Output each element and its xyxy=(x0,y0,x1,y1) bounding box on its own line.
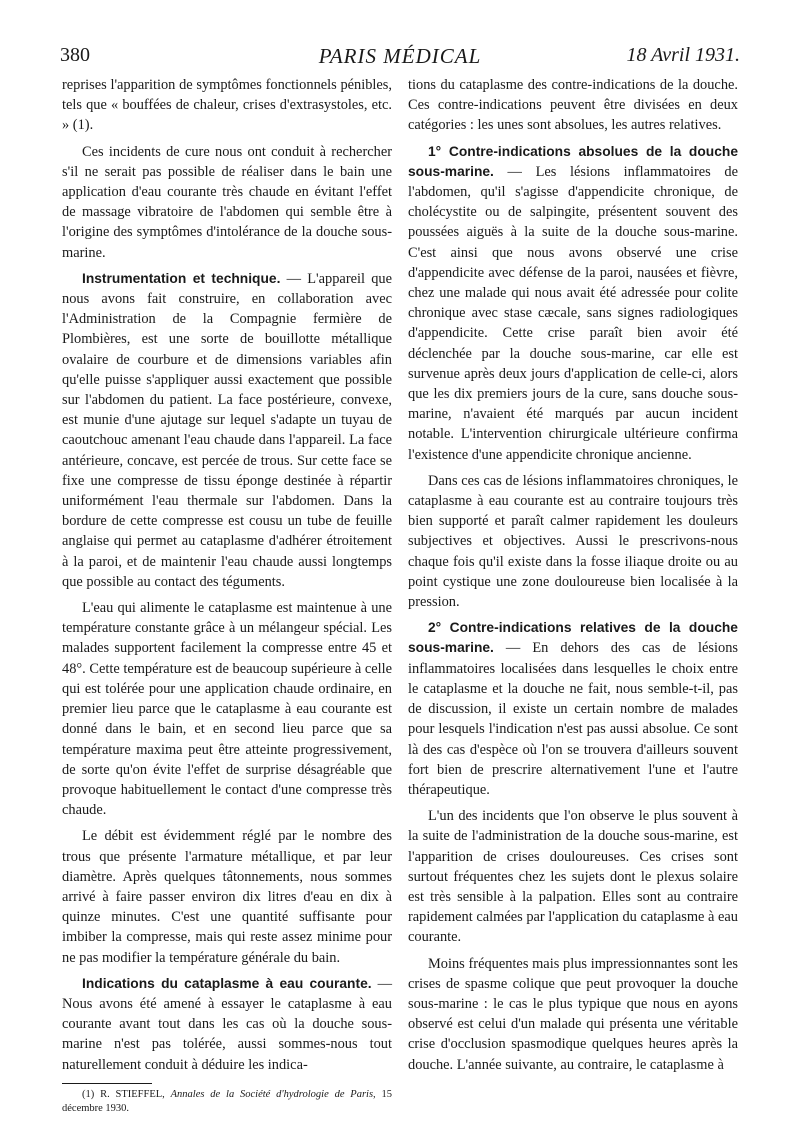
issue-date: 18 Avril 1931. xyxy=(626,44,740,66)
paragraph-relative-contraindications xyxy=(408,618,738,800)
paragraph-text: — En dehors des cas de lésions inflammatoires localisées dans lesquelles le choix entre le cataplasme et la douche ne fait, nous semble-t-il, pas de discussion, il existe un certain nombre de malades pour lesquels l'indication n'est pas aussi absolue. Ce sont là des cas d'espèce où l'on se trouvera d'ailleurs souvent fort bien de prescrire alternativement l'une et l'autre thérapeutique. xyxy=(408,640,738,798)
paragraph-absolute-contraindications xyxy=(408,142,738,465)
paragraph: Moins fréquentes mais plus impressionnantes sont les crises de spasme colique que peut provoquer la douche sous-marine : le cas le plus typique que nous en ayons observé est celui d'un malade qui présenta une véritable crise d'occlusion spasmodique quelques heures après la douche. L'année suivante, au contraire, le cataplasme à xyxy=(408,955,738,1073)
paragraph-text: — Les lésions inflammatoires de l'abdomen, qu'il s'agisse d'appendicite chronique, de cholécystite ou de salpingite, présentent souvent des poussées aiguës à la suite de la douche sous-marine. C'est ainsi que nous avons observé une crise d'appendicite avec défense de la paroi, nausées et fièvre, chez une malade qui nous avait été adressée pour colite chronique avec stase cæcale, sans signes radiologiques d'appendicite. Cette crise paraît bien avoir été déclenchée par la douche sous-marine, car elle est survenue après deux jours d'application de celle-ci, alors que les dix premiers jours de la cure, sans douche sous-marine, n'avaient été marqués par aucun incident notable. L'intervention chirurgicale ultérieure confirma l'existence d'une appendicite chronique ancienne. xyxy=(408,163,738,463)
section-heading: 2° Contre-indications relatives de la douche sous-marine. xyxy=(408,620,738,656)
paragraph: tions du cataplasme des contre-indications de la douche. Ces contre-indications peuvent être divisées en deux catégories : les unes sont absolues, les autres relatives. xyxy=(408,77,738,134)
paragraph: reprises l'apparition de symptômes fonctionnels pénibles, tels que « bouffées de chaleur, crises d'extrasystoles, etc. » (1). xyxy=(62,77,392,134)
paragraph: Le débit est évidemment réglé par le nombre des trous que présente l'armature métallique, et par leur diamètre. Après quelques tâtonnements, nous sommes arrivé à faire passer environ dix litres d'eau en dix à quinze minutes. C'est une quantité suffisante pour imbiber la compresse, mais qui reste assez minime pour ne pas modifier la température générale du bain. xyxy=(62,828,392,966)
page-number: 380 xyxy=(60,44,90,66)
footnote-source: Annales de la Société d'hydrologie de Paris, xyxy=(170,1088,376,1100)
page-header xyxy=(60,44,740,74)
footnote-divider xyxy=(62,1083,152,1084)
paragraph-text: — Nous avons été amené à essayer le cataplasme à eau courante avant tout dans les cas où la douche sous-marine n'est pas tolérée, aussi sommes-nous tout naturellement conduit à déduire les indica- xyxy=(62,975,392,1073)
paragraph: L'un des incidents que l'on observe le plus souvent à la suite de l'administration de la douche sous-marine, est l'apparition de crises douloureuses. Ces crises sont surtout fréquentes chez les sujets dont le plexus solaire est très sensible à la palpation. Elles sont au contraire rapidement calmées par l'application du cataplasme à eau courante. xyxy=(408,808,738,946)
paragraph: L'eau qui alimente le cataplasme est maintenue à une température constante grâce à un mélangeur spécial. Les malades supportent facilement la compresse entre 45 et 48°. Cette température est de beaucoup supérieure à celle qui est tolérée pour une application chaude ordinaire, en premier lieu parce que le cataplasme à eau courante est donné dans le bain, et en second lieu parce que sa température maxima peut être atteinte progressivement, de sorte qu'on évite l'effet de surprise désagréable que provoque habituellement le contact d'une compresse très chaude. xyxy=(62,600,392,819)
paragraph-instrumentation xyxy=(62,269,392,592)
section-heading: Indications du cataplasme à eau courante. xyxy=(82,975,372,991)
paragraph-text: — L'appareil que nous avons fait construire, en collaboration avec l'Administration de la Compagnie fermière de Plombières, est une sorte de bouillotte métallique ovalaire de courbure et de dimensions variables afin qu'elle puisse s'appliquer aussi exactement que possible sur l'abdomen du patient. La face postérieure, convexe, est munie d'une ajutage sur lequel s'adapte un tuyau de caoutchouc amenant l'eau chaude dans l'appareil. La face antérieure, concave, est percée de trous. Sur cette face se fixe une compresse de tissu éponge destinée à répartir uniformément l'eau thermale sur l'abdomen. Dans la bordure de cette compresse est cousu un tube de feuille anglaise qui permet au cataplasme d'adhérer étroitement à la paroi, et de maintenir l'eau chaude aussi longtemps que possible au contact des téguments. xyxy=(62,270,392,590)
paragraph: Dans ces cas de lésions inflammatoires chroniques, le cataplasme à eau courante est au contraire toujours très bien supporté et paraît calmer rapidement les douleurs subjectives et objectives. Aussi le prescrivons-nous chaque fois qu'il existe dans la fosse iliaque droite ou au point cystique une zone douloureuse bien localisée à la pression. xyxy=(408,472,738,611)
paragraph-indications xyxy=(62,974,392,1075)
section-heading: 1° Contre-indications absolues de la douche sous-marine. xyxy=(408,143,738,179)
right-column xyxy=(408,75,738,1081)
paragraph: Ces incidents de cure nous ont conduit à rechercher s'il ne serait pas possible de réaliser dans le bain une application d'eau courante très chaude en évitant l'effet de massage vibratoire de l'abdomen qui semble être à l'origine des symptômes d'intolérance de la douche sous-marine. xyxy=(62,143,392,261)
footnote-label: (1) R. STIEFFEL, xyxy=(82,1088,165,1100)
footnote-date: 15 décembre 1930. xyxy=(62,1088,393,1114)
left-column xyxy=(62,75,392,1122)
section-heading: Instrumentation et technique. xyxy=(82,270,281,286)
journal-title: PARIS MÉDICAL xyxy=(318,44,482,68)
footnote xyxy=(62,1088,392,1116)
